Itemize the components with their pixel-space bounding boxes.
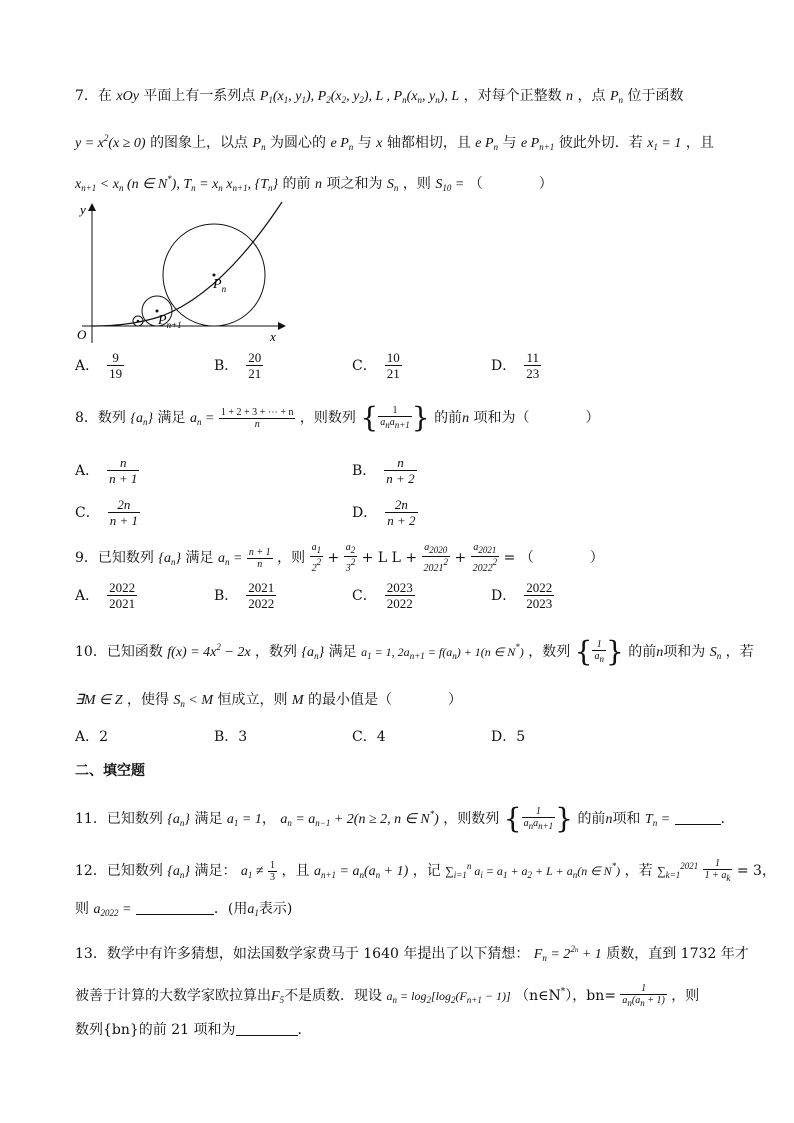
q10-option-d[interactable]: D．5 [491,729,526,745]
q7-function: $y = x^2(x \ge 0)$ [75,133,146,151]
q7-option-c[interactable]: C． $\frac{10}{21}$ [352,350,400,381]
q13-answer-blank[interactable] [236,1021,298,1036]
label-pn1: $P_{n+1}$ [158,313,182,330]
label-origin: O [77,327,87,342]
q9-stem: 9．已知数列 $\{a_n\}$ 满足 $a_n$ = $\frac{n + 1}{n}$ ，则 $\frac{a1}{22}$ + $\frac{a2}{32}$ + L L + $\frac{a2020}{20212}$ + $\frac{a2021}{20222}$ = （ ） [75,542,604,574]
q7-figure [72,198,292,348]
q11-stem: 11．已知数列 $\{a_n\}$ 满足 $a_1 = 1$， $a_n = a_{n-1} + 2(n \ge 2$, n ∈ N*) ，则数列 { $\frac{1}{\text{anan+1}}$ } 的前n项和 $T_n$ = ． [75,802,735,835]
q8-option-c[interactable]: C． $\frac{2n}{n + 1}$ [75,497,138,528]
q8-option-a[interactable]: A． $\frac{n}{n + 1}$ [75,455,138,486]
q8-stem: 8．数列 $\{a_n\}$ 满足 $a_n$ = $\frac{1 + 2 + 3 + \cdots + n}{n}$ ，则数列 { $\frac{1}{\text{anan+1}}$ } 的前n 项和为（ ） [75,401,600,434]
q7-option-a[interactable]: A． $\frac{9}{19}$ [75,350,123,381]
q7-points-seq: $P_1(x_1$, $y_1$), $P_2(x_2$, $y_2$), L , $P_n(x_n$, $y_n$), L [259,89,460,105]
q9-option-d[interactable]: D． $\frac{2022}{2023}$ [491,580,553,611]
q9-option-a[interactable]: A． $\frac{2022}{2021}$ [75,580,136,611]
q13-line2: 被善于计算的大数学家欧拉算出$F_5$不是质数．现设 $a_n = \log_2[\log_2(F_{n+1} - 1)]$ （n∈N*），bn= $\frac{1}{an(an + 1)}$ ，则 [75,983,700,1008]
q7-line2: $y = x^2(x \ge 0)$ 的图象上，以点 $P_n$ 为圆心的 e $P_n$ 与 x 轴都相切，且 e $P_n$ 与 e $P_{n+1}$ 彼此外切．若 $x_1 = 1$ ，且 [75,133,714,152]
label-x: x [270,329,276,344]
q12-stem-line1: 12．已知数列 $\{a_n\}$ 满足： $a_1$ ≠ $\frac{1}{3}$ ，且 $a_{n+1} = a_n(a_n + 1)$ ，记 $\sum_{i=1}^n$ $a_i = a_1 + a_2 + L + a_n(n$ ∈ N*) ，若 $\sum_{k=1}^{2021}$ $\frac{1}{1 + ak}$ = 3， [75,858,776,883]
label-pn: $P_n$ [213,277,227,294]
q7-option-d[interactable]: D． $\frac{11}{23}$ [491,350,540,381]
q7-plane-xoy: xOy [116,89,139,104]
q10-option-c[interactable]: C．4 [352,729,386,745]
q11-answer-blank[interactable] [675,810,721,825]
q8-option-d[interactable]: D． $\frac{2n}{n + 2}$ [352,497,416,528]
q7-line3: $x_{n+1} < x_n$ (n ∈ N*), $T_n = x_n$ $x_{n+1}$, $\{T_n\}$ 的前 n 项之和为 $S_n$ ，则 $S_{10}$ = （ ） [75,174,553,193]
q9-option-b[interactable]: B． $\frac{2021}{2022}$ [214,580,275,611]
q10-stem-line2: ∃M ∈ Z ，使得 $S_n < M$ 恒成立，则 M 的最小值是（ ） [75,692,463,709]
q8-option-b[interactable]: B． $\frac{n}{n + 2}$ [352,455,415,486]
q8-formula-fraction: $\frac{1 + 2 + 3 + \cdots + n}{n}$ [220,406,294,430]
q9-option-c[interactable]: C． $\frac{2023}{2022}$ [352,580,413,611]
q13-line3: 数列{bn}的前 21 项和为 ． [75,1022,312,1038]
q10-option-b[interactable]: B．3 [214,729,248,745]
q13-line1: 13．数学中有许多猜想，如法国数学家费马于 1640 年提出了以下猜想： $F_n = 2^{2n} + 1$ 质数，直到 1732 年才 [75,944,749,963]
section-fill-in-blank: 二、填空题 [75,763,145,779]
q7-line1: 7．在 xOy 平面上有一系列点 $P_1(x_1$, $y_1$), $P_2(x_2$, $y_2$), L , $P_n(x_n$, $y_n$), L ，对每个正整数 n ，点 $P_n$ 位于函数 [75,88,684,105]
q10-option-a[interactable]: A．2 [75,729,109,745]
label-y: y [80,202,86,217]
q12-stem-line2: 则 $a_{2022}$ = ．(用$a_1$表示) [75,901,293,918]
q7-conditions: $x_{n+1} < x_n$ (n ∈ N*), $T_n = x_n$ $x_{n+1}$, $\{T_n\}$ [75,174,279,193]
q12-answer-blank[interactable] [136,900,214,915]
q7-option-b[interactable]: B． $\frac{20}{21}$ [214,350,262,381]
q10-stem-line1: 10．已知函数 $f(x) = 4x^2 - 2x$ ，数列 $\{a_n\}$ 满足 $a_1 = 1$, $2a_{n+1} = f(a_n) + 1(n$ ∈ N*) ，数列 { $\frac{1}{an}$ } 的前n项和为 $S_n$ ，若 [75,635,754,668]
